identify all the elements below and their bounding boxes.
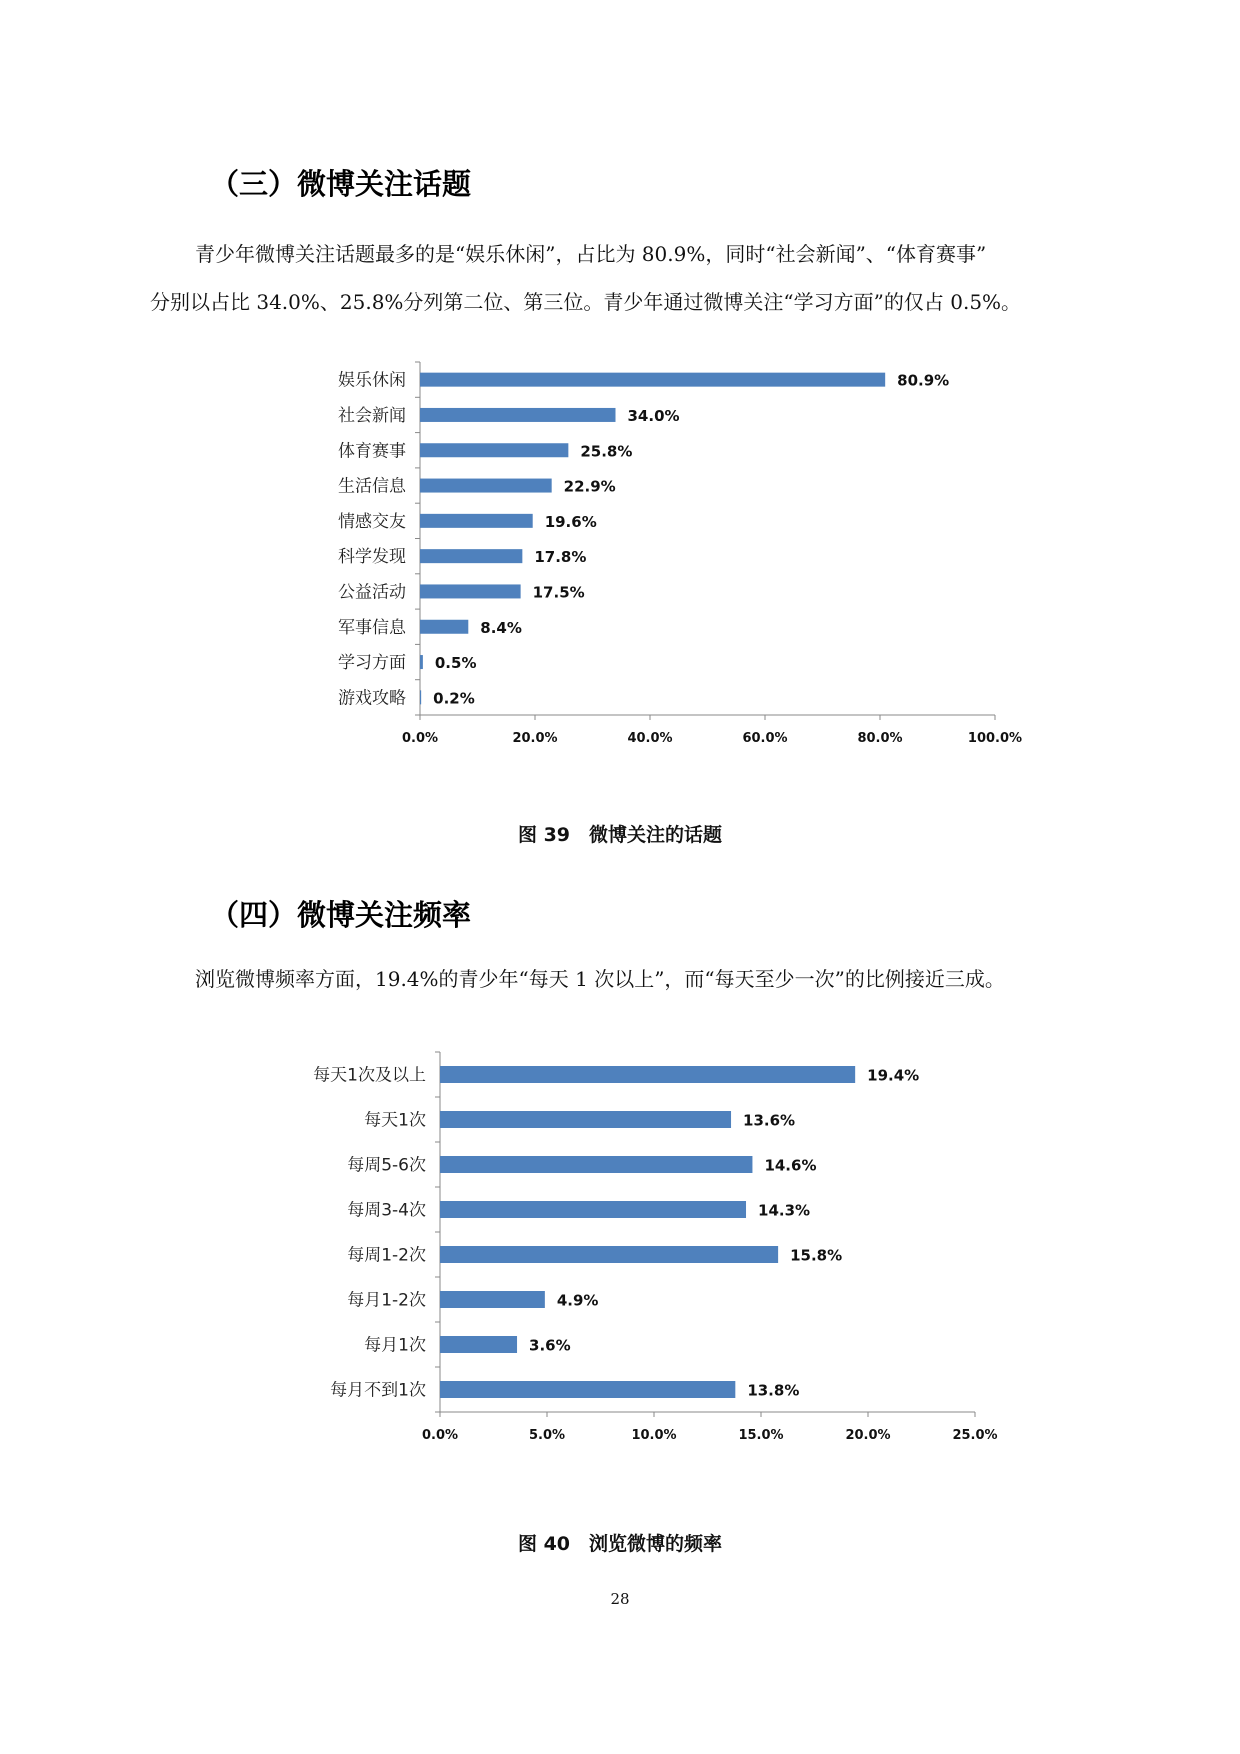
topics-bar-chart (0, 350, 1240, 770)
paragraph-topics-line2: 分别以占比 34.0%、25.8%分列第二位、第三位。青少年通过微博关注“学习方面”的仅占 0.5%。 (150, 290, 1022, 314)
category-label: 每天1次 (364, 1110, 426, 1131)
figure-40-caption: 图 40 浏览微博的频率 (517, 1533, 723, 1555)
section-heading-frequency: （四）微博关注频率 (210, 898, 472, 932)
bar-2 (420, 443, 568, 457)
category-label: 每周1-2次 (347, 1245, 426, 1266)
data-label: 4.9% (556, 1291, 599, 1310)
x-tick-label: 15.0% (738, 1428, 784, 1443)
data-label: 22.9% (563, 477, 616, 496)
bar-6 (440, 1336, 517, 1353)
category-label: 娱乐休闲 (338, 370, 406, 391)
page-number: 28 (610, 1590, 630, 1608)
paragraph-frequency: 浏览微博频率方面，19.4%的青少年“每天 1 次以上”，而“每天至少一次”的比例接近三成。 (195, 967, 1005, 991)
data-label: 8.4% (480, 618, 522, 637)
bar-1 (440, 1111, 731, 1128)
data-label: 13.6% (743, 1111, 796, 1130)
data-label: 80.9% (897, 371, 950, 390)
category-label: 科学发现 (338, 547, 406, 568)
x-tick-label: 100.0% (967, 731, 1023, 746)
bar-9 (420, 690, 421, 704)
category-label: 每周5-6次 (347, 1155, 426, 1176)
paragraph-topics-line1: 青少年微博关注话题最多的是“娱乐休闲”，占比为 80.9%，同时“社会新闻”、“体育赛事” (195, 242, 987, 266)
x-tick-label: 0.0% (401, 731, 439, 746)
x-tick-label: 10.0% (631, 1428, 677, 1443)
data-label: 0.5% (434, 654, 477, 673)
data-label: 0.2% (433, 689, 475, 708)
category-label: 每月1-2次 (347, 1290, 426, 1311)
frequency-bar-chart (0, 1040, 1240, 1480)
data-label: 17.8% (534, 548, 587, 567)
data-label: 15.8% (790, 1246, 843, 1265)
x-tick-label: 0.0% (421, 1428, 459, 1443)
bar-3 (440, 1201, 746, 1218)
x-tick-label: 60.0% (742, 731, 788, 746)
figure-39-caption: 图 39 微博关注的话题 (517, 824, 723, 846)
bar-7 (420, 620, 468, 634)
category-label: 每月不到1次 (330, 1380, 426, 1401)
data-label: 14.3% (758, 1201, 811, 1220)
category-label: 军事信息 (338, 617, 406, 638)
data-label: 25.8% (580, 442, 633, 461)
bar-7 (440, 1381, 735, 1398)
bar-6 (420, 584, 521, 598)
x-tick-label: 40.0% (627, 731, 673, 746)
category-label: 游戏攻略 (338, 688, 406, 709)
x-tick-label: 20.0% (512, 731, 558, 746)
category-label: 每周3-4次 (347, 1200, 426, 1221)
category-label: 每月1次 (364, 1335, 426, 1356)
bar-5 (420, 549, 522, 563)
bar-3 (420, 479, 552, 493)
bar-2 (440, 1156, 752, 1173)
x-tick-label: 20.0% (845, 1428, 891, 1443)
bar-8 (420, 655, 423, 669)
bar-0 (420, 373, 885, 387)
bar-1 (420, 408, 616, 422)
category-label: 学习方面 (338, 653, 406, 674)
data-label: 34.0% (627, 406, 680, 425)
bar-0 (440, 1066, 855, 1083)
data-label: 19.4% (867, 1066, 920, 1085)
category-label: 每天1次及以上 (313, 1065, 426, 1086)
bar-4 (440, 1246, 778, 1263)
category-label: 体育赛事 (338, 441, 406, 462)
category-label: 生活信息 (338, 476, 406, 497)
category-label: 公益活动 (338, 582, 406, 603)
data-label: 19.6% (544, 512, 597, 531)
category-label: 社会新闻 (338, 405, 406, 426)
data-label: 14.6% (764, 1156, 817, 1175)
data-label: 17.5% (532, 583, 585, 602)
category-label: 情感交友 (338, 511, 406, 532)
x-tick-label: 80.0% (857, 731, 903, 746)
bar-5 (440, 1291, 545, 1308)
data-label: 13.8% (747, 1381, 800, 1400)
data-label: 3.6% (529, 1336, 571, 1355)
x-tick-label: 5.0% (528, 1428, 566, 1443)
section-heading-topics: （三）微博关注话题 (210, 167, 472, 201)
x-tick-label: 25.0% (952, 1428, 998, 1443)
bar-4 (420, 514, 533, 528)
